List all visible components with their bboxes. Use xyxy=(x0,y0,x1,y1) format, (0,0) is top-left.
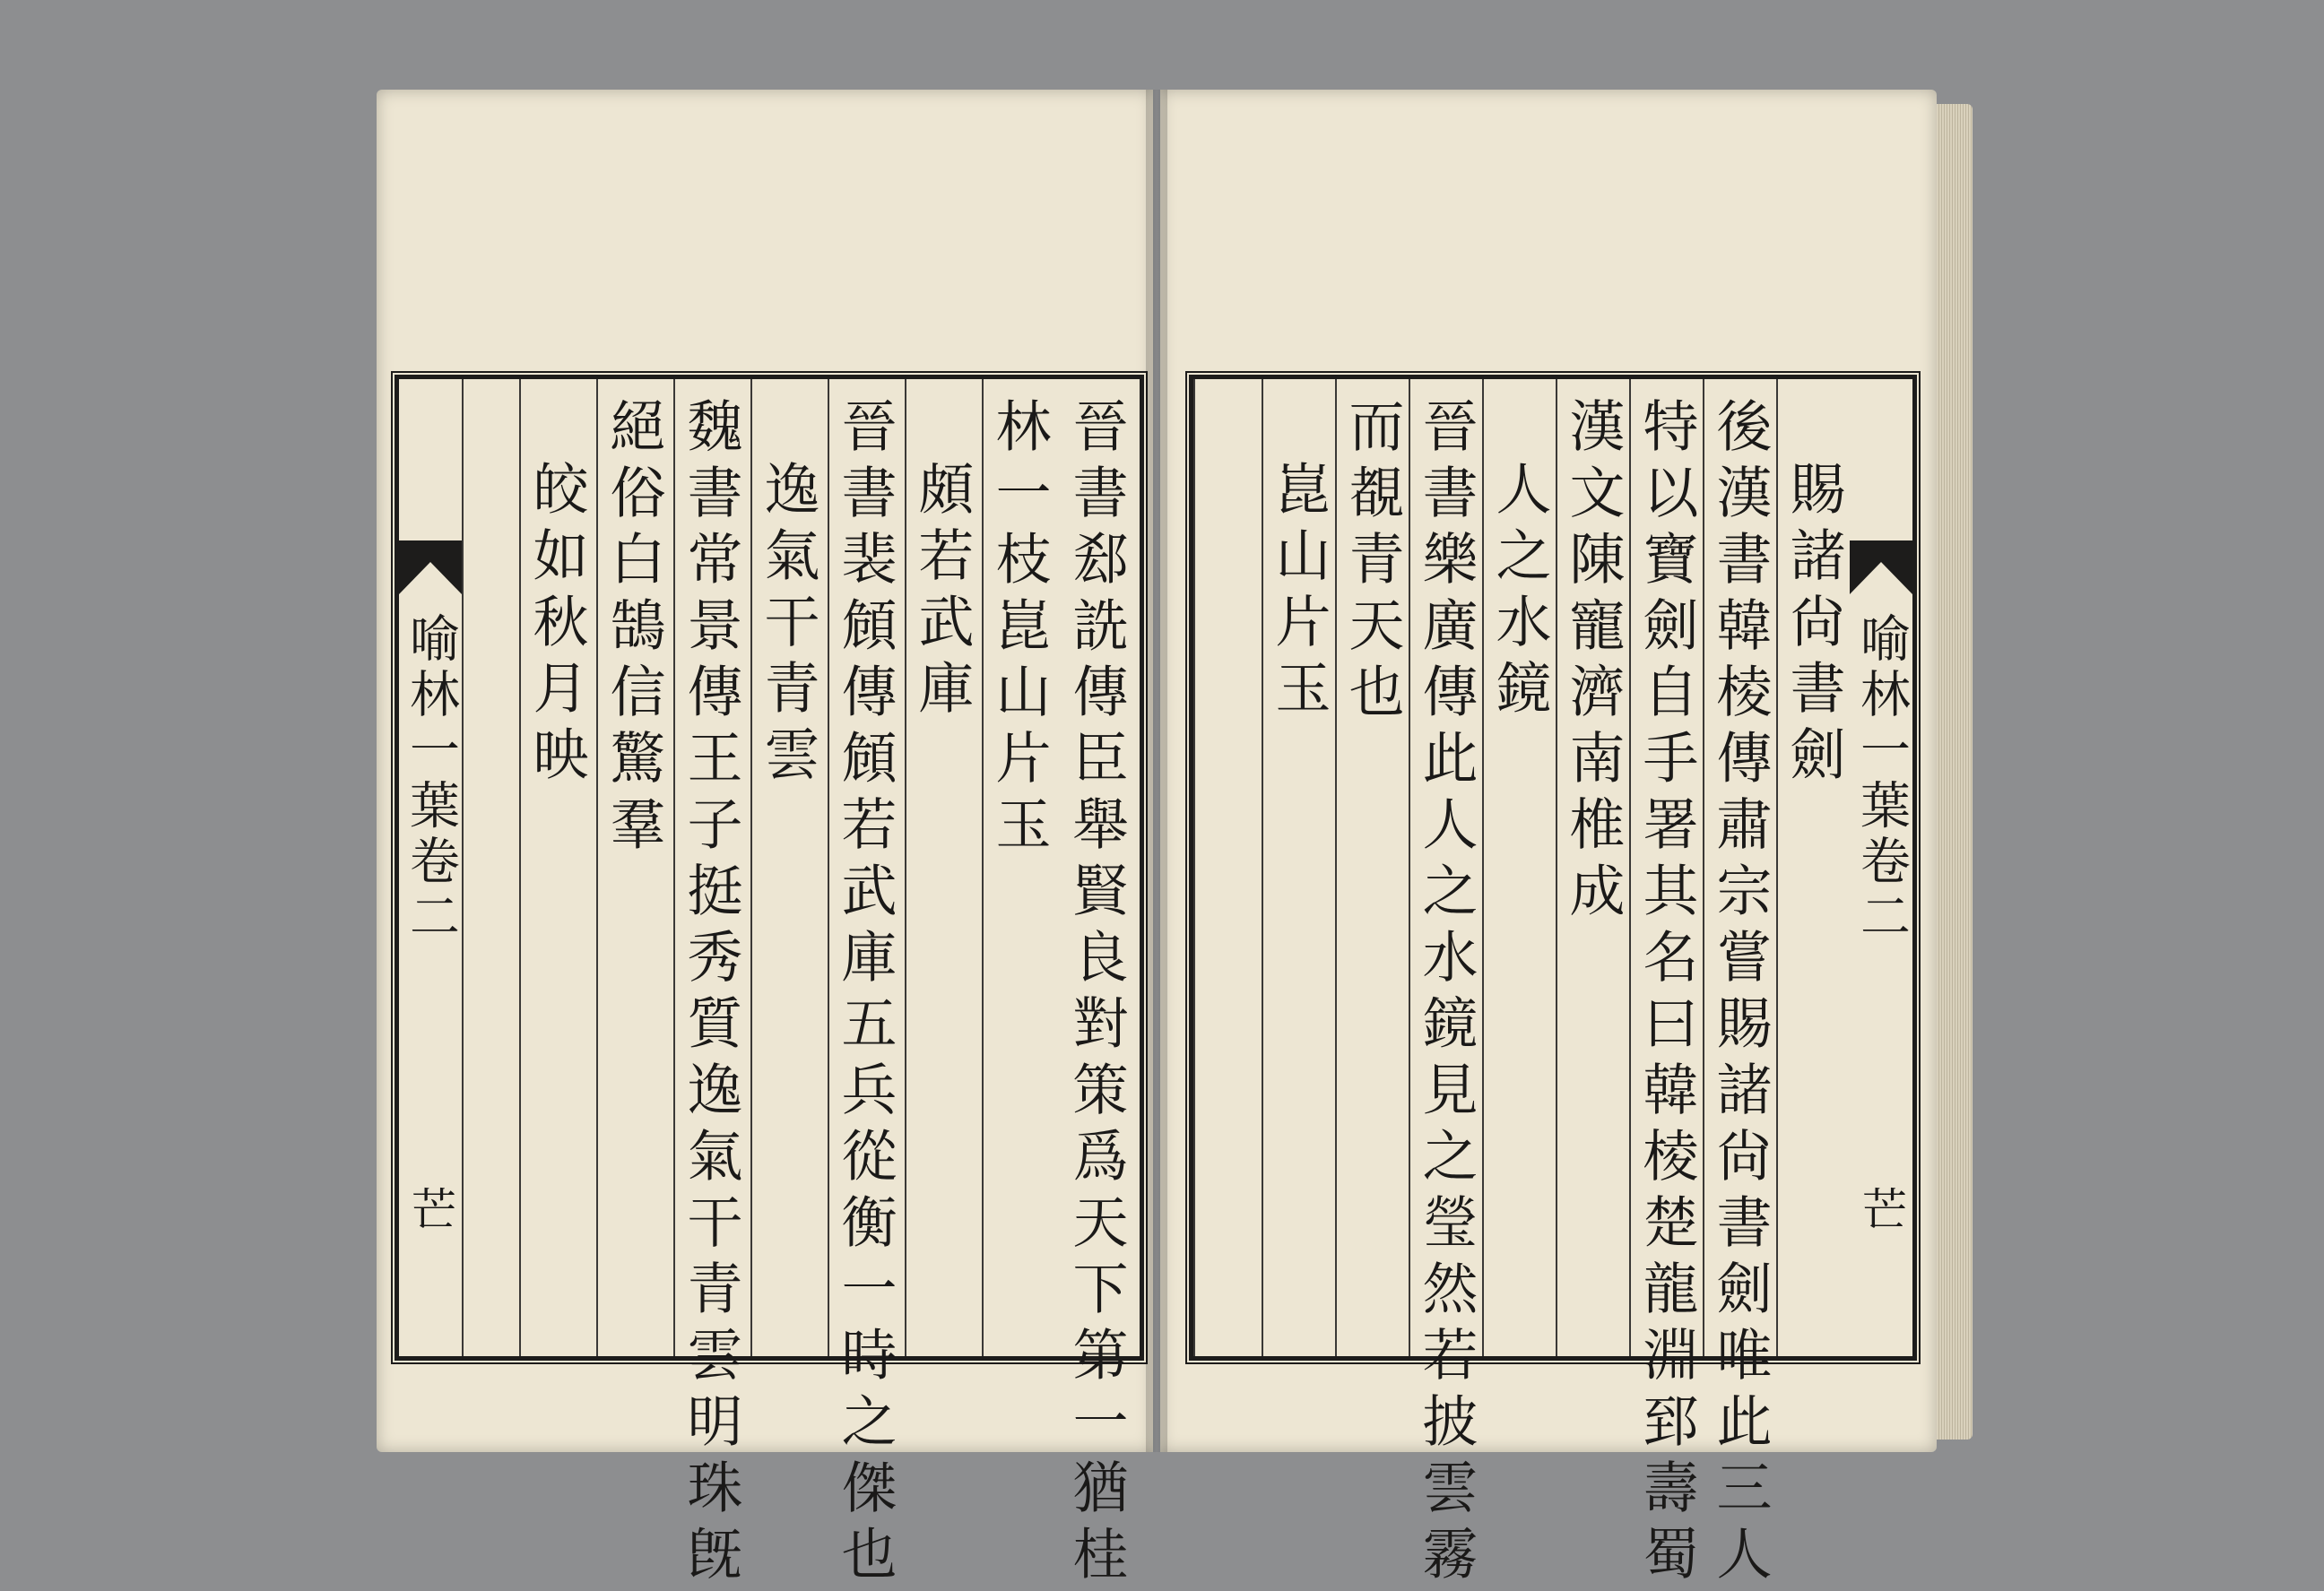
margin-title: 喻林一葉卷二 xyxy=(402,612,460,946)
column-text: 頗若武庫 xyxy=(909,460,975,725)
fold-margin xyxy=(1850,379,1912,1356)
text-column xyxy=(982,379,1055,1356)
column-text: 逸氣干青雲 xyxy=(755,460,820,791)
text-column xyxy=(519,379,593,1356)
column-text: 特以寶劍自手署其名曰韓棱楚龍淵郅壽蜀 xyxy=(1634,397,1699,1591)
text-column xyxy=(1193,379,1262,1356)
fishtail-mark xyxy=(399,540,462,594)
text-column xyxy=(1703,379,1776,1591)
text-column xyxy=(1409,379,1482,1591)
text-column xyxy=(1556,379,1629,1356)
fold-margin xyxy=(399,379,462,1356)
column-text: 賜諸尙書劍 xyxy=(1781,460,1846,791)
right-page xyxy=(1160,90,1937,1591)
column-text: 人之水鏡 xyxy=(1487,460,1552,725)
text-column xyxy=(596,379,670,1356)
text-column xyxy=(1335,379,1409,1356)
text-column xyxy=(673,379,747,1591)
fishtail-mark xyxy=(1850,540,1912,594)
text-column xyxy=(1059,379,1132,1591)
text-column xyxy=(1482,379,1556,1356)
column-text: 魏書常景傳王子挺秀質逸氣干青雲明珠旣 xyxy=(678,397,743,1591)
column-text: 晉書裴頠傳頠若武庫五兵從衡一時之傑也 xyxy=(832,397,898,1591)
page-edges xyxy=(1937,104,1973,1440)
text-column xyxy=(905,379,978,1356)
column-text: 皎如秋月映 xyxy=(524,460,589,791)
column-text: 絕俗白鵠信驚羣 xyxy=(601,397,666,861)
column-text: 漢文陳寵濟南椎成 xyxy=(1560,397,1626,928)
column-text: 崑山片玉 xyxy=(1266,460,1331,725)
open-book xyxy=(377,90,1973,1591)
leaf-number: 芒 xyxy=(404,1186,456,1231)
book-gutter xyxy=(1146,90,1167,1452)
text-column xyxy=(750,379,824,1356)
column-text: 晉書郄詵傳臣舉賢良對策爲天下第一猶桂 xyxy=(1063,397,1129,1591)
right-page-frame xyxy=(1189,375,1917,1591)
text-column xyxy=(828,379,901,1591)
left-page xyxy=(377,90,1153,1591)
text-column xyxy=(1629,379,1703,1591)
text-column xyxy=(462,379,519,1356)
text-column xyxy=(1262,379,1335,1356)
column-text: 後漢書韓棱傳肅宗嘗賜諸尙書劍唯此三人 xyxy=(1707,397,1773,1591)
column-text: 林一枝崑山片玉 xyxy=(986,397,1052,861)
column-text: 而覩青天也 xyxy=(1340,397,1405,729)
text-column xyxy=(1776,379,1850,1356)
margin-title: 喻林一葉卷二 xyxy=(1852,612,1911,946)
leaf-number: 芒 xyxy=(1855,1186,1907,1231)
column-text: 晉書樂廣傳此人之水鏡見之瑩然若披雲霧 xyxy=(1413,397,1479,1591)
left-page-frame xyxy=(395,375,1144,1591)
